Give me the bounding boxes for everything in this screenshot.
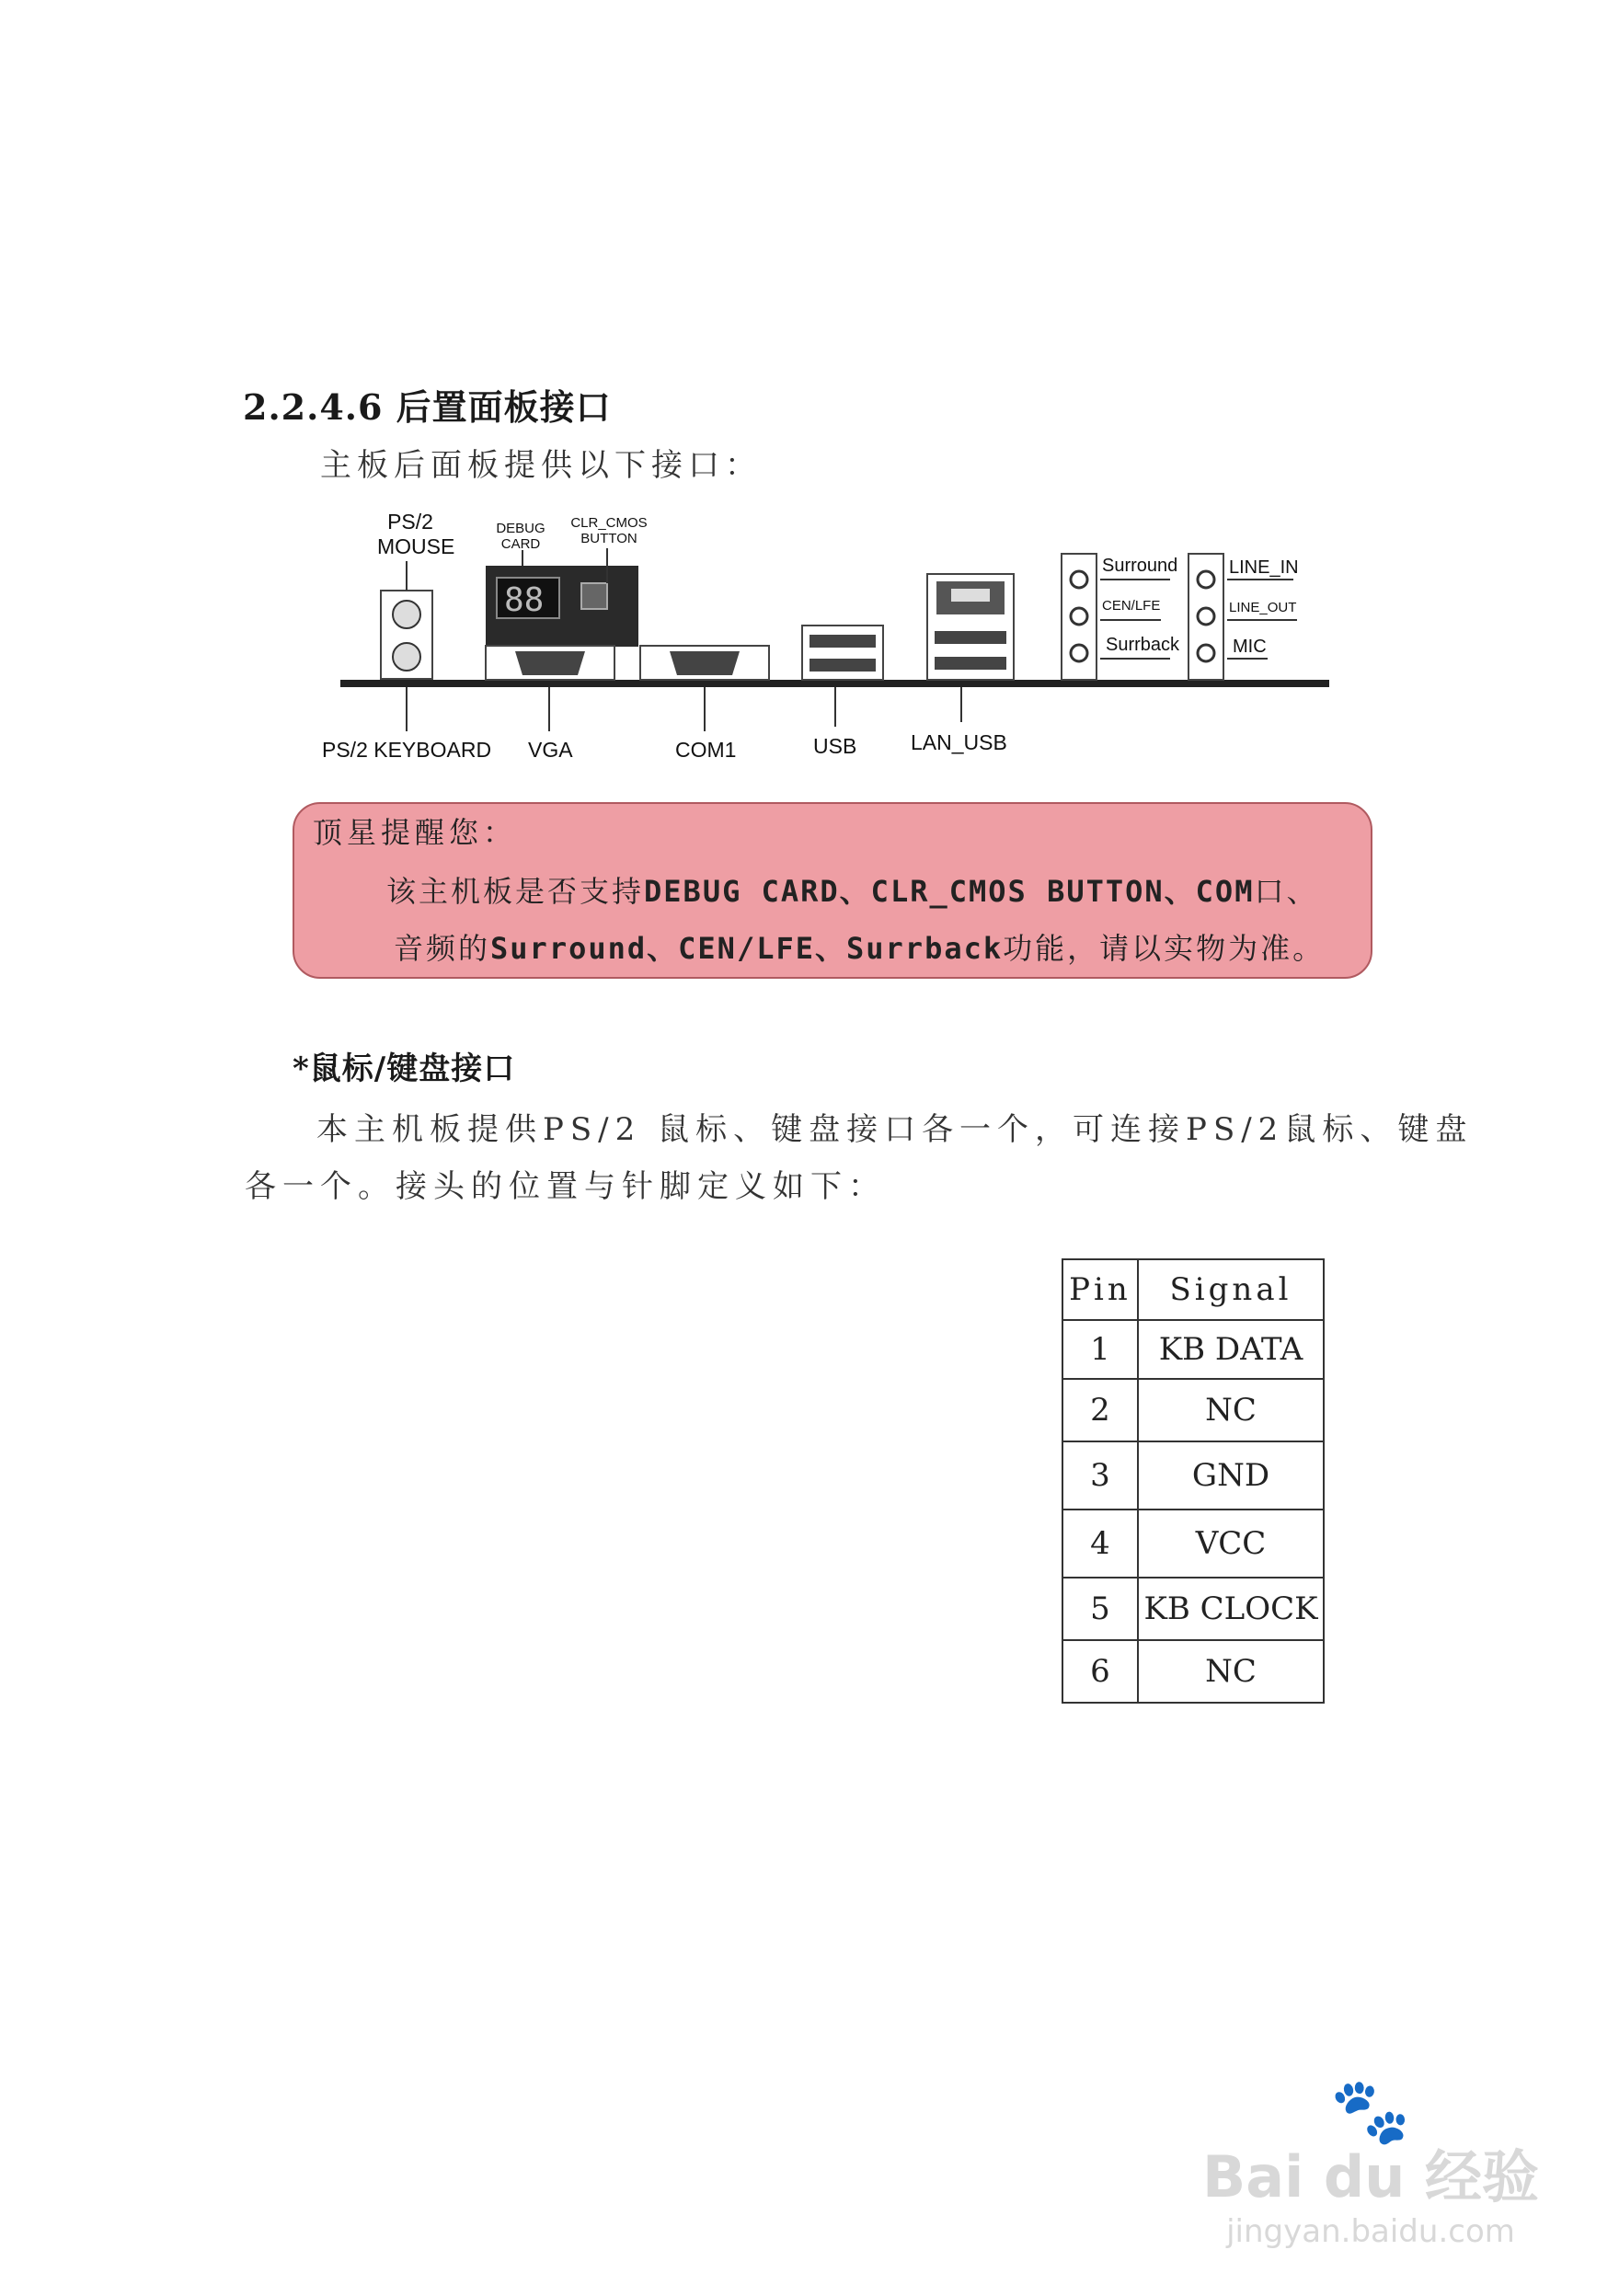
label-clr-cmos bbox=[567, 515, 651, 546]
table-row bbox=[1062, 1578, 1324, 1640]
table-row bbox=[1062, 1379, 1324, 1441]
label-debug-card-line1: DEBUG bbox=[496, 521, 545, 536]
signal-cell: GND bbox=[1138, 1441, 1324, 1510]
signal-cell: NC bbox=[1138, 1640, 1324, 1703]
watermark-url: jingyan.baidu.com bbox=[1226, 2213, 1515, 2250]
label-ps2-mouse-line2: MOUSE bbox=[377, 534, 455, 558]
label-usb: USB bbox=[813, 734, 857, 758]
usb-port-1 bbox=[810, 635, 876, 648]
surrback-jack bbox=[1071, 645, 1087, 661]
watermark-brand: Bai du 经验 bbox=[1201, 2143, 1540, 2210]
label-ps2-mouse bbox=[377, 510, 455, 559]
notice-line-1: 该主机板是否支持DEBUG CARD、CLR_CMOS BUTTON、COM口、 bbox=[386, 874, 1319, 909]
lan-usb-port-1 bbox=[935, 631, 1006, 644]
lan-usb-port-2 bbox=[935, 657, 1006, 670]
paragraph-line-1: 本主机板提供PS/2 鼠标、键盘接口各一个，可连接PS/2鼠标、键盘 bbox=[316, 1111, 1474, 1148]
signal-cell: KB DATA bbox=[1138, 1320, 1324, 1379]
label-clr-cmos-line2: BUTTON bbox=[580, 531, 637, 546]
label-ps2-mouse-line1: PS/2 bbox=[387, 510, 433, 534]
label-line-out: LINE_OUT bbox=[1229, 600, 1297, 615]
notice-title: 顶星提醒您： bbox=[313, 815, 518, 850]
pin-definition-table bbox=[1062, 1258, 1325, 1704]
signal-cell: KB CLOCK bbox=[1138, 1578, 1324, 1640]
watermark-paw-icon: 🐾 bbox=[1330, 2073, 1411, 2149]
table-row bbox=[1062, 1320, 1324, 1379]
cen-lfe-jack bbox=[1071, 608, 1087, 625]
clr-cmos-button-shape bbox=[581, 583, 607, 609]
lan-port-inner bbox=[951, 589, 990, 602]
table-header-row bbox=[1062, 1259, 1324, 1320]
label-debug-card-line2: CARD bbox=[500, 536, 541, 552]
panel-baseline bbox=[340, 680, 1329, 687]
vga-port bbox=[515, 651, 585, 675]
com1-port bbox=[670, 651, 740, 675]
pin-cell: 1 bbox=[1062, 1320, 1138, 1379]
surround-jack bbox=[1071, 571, 1087, 588]
pin-cell: 4 bbox=[1062, 1510, 1138, 1578]
section-heading: 2.2.4.6 后置面板接口 bbox=[243, 386, 612, 428]
label-debug-card bbox=[491, 521, 550, 552]
line-out-jack bbox=[1198, 608, 1214, 625]
ps2-mouse-port bbox=[393, 601, 420, 628]
signal-cell: NC bbox=[1138, 1379, 1324, 1441]
label-line-in: LINE_IN bbox=[1229, 557, 1299, 578]
label-com1: COM1 bbox=[675, 738, 737, 762]
subsection-title: *鼠标/键盘接口 bbox=[293, 1050, 516, 1087]
mic-jack bbox=[1198, 645, 1214, 661]
debug-card-digits: 88 bbox=[504, 581, 545, 619]
pin-cell: 2 bbox=[1062, 1379, 1138, 1441]
table-row bbox=[1062, 1640, 1324, 1703]
header-pin: Pin bbox=[1062, 1259, 1138, 1320]
usb-frame bbox=[802, 626, 883, 680]
label-mic: MIC bbox=[1233, 637, 1267, 657]
intro-text: 主板后面板提供以下接口： bbox=[320, 447, 762, 484]
usb-port-2 bbox=[810, 659, 876, 672]
line-in-jack bbox=[1198, 571, 1214, 588]
label-surrback: Surrback bbox=[1106, 635, 1180, 655]
paragraph-line-2: 各一个。接头的位置与针脚定义如下： bbox=[245, 1168, 886, 1205]
pin-cell: 6 bbox=[1062, 1640, 1138, 1703]
ps2-keyboard-port bbox=[393, 643, 420, 671]
label-surround: Surround bbox=[1102, 556, 1178, 576]
header-signal: Signal bbox=[1138, 1259, 1324, 1320]
rear-panel-drawing bbox=[0, 0, 1619, 791]
label-ps2-keyboard: PS/2 KEYBOARD bbox=[322, 738, 492, 762]
label-clr-cmos-line1: CLR_CMOS bbox=[570, 515, 648, 531]
table-row bbox=[1062, 1441, 1324, 1510]
signal-cell: VCC bbox=[1138, 1510, 1324, 1578]
pin-cell: 5 bbox=[1062, 1578, 1138, 1640]
watermark bbox=[1177, 2073, 1564, 2252]
pin-cell: 3 bbox=[1062, 1441, 1138, 1510]
notice-line-2: 音频的Surround、CEN/LFE、Surrback功能，请以实物为准。 bbox=[394, 931, 1326, 966]
label-vga: VGA bbox=[528, 738, 573, 762]
label-lan-usb: LAN_USB bbox=[911, 730, 1007, 754]
table-row bbox=[1062, 1510, 1324, 1578]
label-cen-lfe: CEN/LFE bbox=[1102, 598, 1161, 614]
